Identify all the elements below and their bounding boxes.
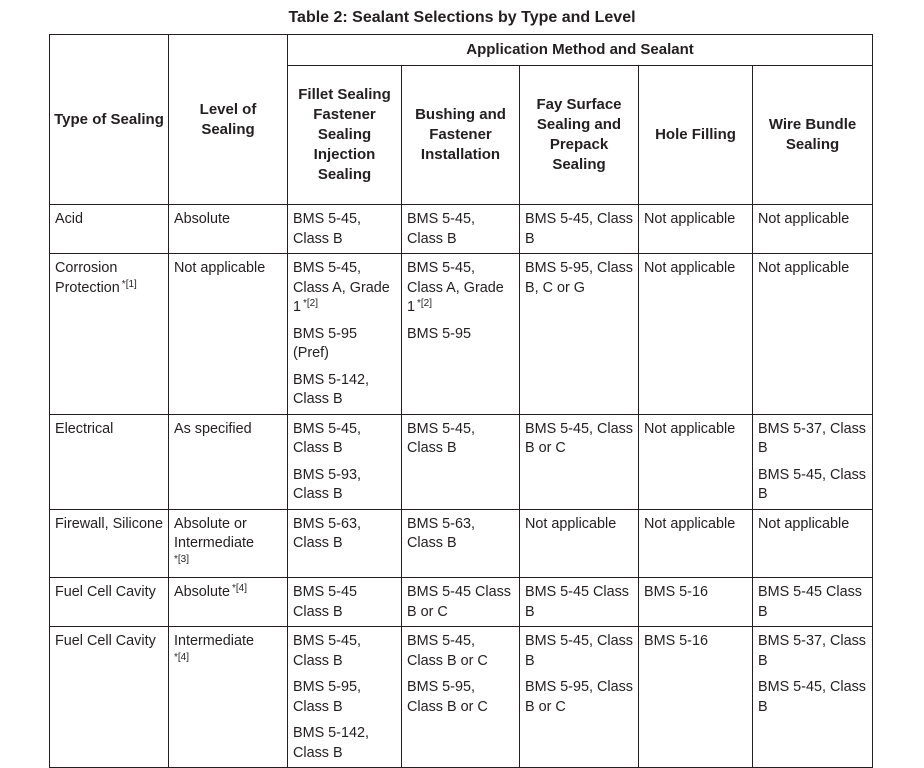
sealant-entry: BMS 5-45, Class B [525,633,633,669]
bushing-cell [402,509,520,578]
sealant-entry: BMS 5-45, Class A, Grade 1 $^{*[2]}$ [407,260,504,315]
sealant-entry: BMS 5-45, Class B [293,211,361,247]
table-row [50,254,873,415]
header-application-method: Application Method and Sealant [288,35,873,66]
fay-cell [520,578,639,627]
hole-cell [639,205,753,254]
footnote-ref: *[4] [174,651,190,663]
level-text: Absolute [174,584,231,600]
fillet-cell [288,578,402,627]
sealant-entry: BMS 5-37, Class B [758,633,866,669]
sealant-entry: Not applicable [644,211,736,227]
wire-cell [753,254,873,415]
hole-cell [639,254,753,415]
sealant-entry: BMS 5-95, Class B or C [525,679,633,715]
bushing-cell [402,414,520,509]
sealant-entry: Not applicable [758,260,850,276]
hole-cell [639,509,753,578]
footnote-ref: *[1] [121,278,137,290]
level-cell [169,578,288,627]
level-cell [169,414,288,509]
table-row [50,627,873,768]
footnote-ref: *[4] [232,583,248,594]
table-row [50,578,873,627]
sealant-selection-table [49,34,873,768]
level-text: Not applicable [174,260,266,276]
sealant-entry: BMS 5-45 Class B [525,584,629,620]
fay-cell [520,509,639,578]
sealant-entry: BMS 5-45, Class B [293,633,361,669]
type-text: Fuel Cell Cavity [55,633,156,649]
type-cell [50,578,169,627]
fillet-cell [288,205,402,254]
wire-cell [753,509,873,578]
level-cell [169,627,288,768]
sealant-entry: BMS 5-95 (Pref) [293,325,357,361]
sealant-entry: BMS 5-45, Class B [758,466,866,502]
fillet-cell [288,509,402,578]
type-cell [50,254,169,415]
type-text: Corrosion Protection [55,260,120,296]
level-text: Intermediate [174,633,254,649]
sealant-entry: BMS 5-16 [644,633,708,649]
header-type-of-sealing: Type of Sealing [50,35,169,205]
sealant-entry: BMS 5-45, Class B [525,211,633,247]
sealant-entry: BMS 5-45, Class A, Grade 1 $^{*[2]}$ [293,260,390,315]
sealant-entry: Not applicable [758,211,850,227]
sealant-entry: Not applicable [644,420,736,437]
sealant-entry: BMS 5-93, Class B [293,466,361,502]
sealant-entry: BMS 5-16 [644,584,708,600]
fay-cell [520,254,639,415]
type-cell [50,509,169,578]
sealant-entry: BMS 5-95, Class B or C [407,679,488,715]
bushing-cell [402,627,520,768]
fay-cell [520,627,639,768]
hole-cell [639,578,753,627]
table-row [50,205,873,254]
type-text: Fuel Cell Cavity [55,584,156,600]
sealant-entry: BMS 5-95 [407,325,471,342]
type-text: Firewall, Silicone [55,515,163,532]
footnote-ref: *[3] [174,553,190,565]
header-hole-filling: Hole Filling [639,66,753,205]
sealant-entry: BMS 5-45, Class B or C [525,420,633,456]
footnote-ref: *[2] [303,298,319,309]
sealant-entry: BMS 5-63, Class B [407,515,475,551]
type-cell [50,627,169,768]
sealant-entry: BMS 5-45, Class B [407,420,475,456]
type-text: Electrical [55,420,114,437]
sealant-entry: BMS 5-142, Class B [293,371,369,407]
table-row [50,509,873,578]
sealant-entry: BMS 5-45 Class B or C [407,584,511,620]
sealant-entry: BMS 5-45, Class B [758,679,866,715]
fillet-cell [288,627,402,768]
type-cell [50,414,169,509]
type-text: Acid [55,211,83,227]
sealant-entry: Not applicable [525,515,617,532]
header-fillet-sealing: Fillet Sealing Fastener Sealing Injection Sealing [288,66,402,205]
sealant-entry: BMS 5-45 Class B [293,584,357,620]
level-cell [169,205,288,254]
wire-cell [753,578,873,627]
sealant-entry: Not applicable [644,260,736,276]
wire-cell [753,414,873,509]
level-cell [169,509,288,578]
fillet-cell [288,254,402,415]
sealant-entry: BMS 5-63, Class B [293,515,361,551]
sealant-entry: BMS 5-37, Class B [758,420,866,456]
fay-cell [520,205,639,254]
wire-cell [753,627,873,768]
level-text: Absolute or Intermediate [174,515,254,551]
bushing-cell [402,578,520,627]
sealant-entry: BMS 5-45 Class B [758,584,862,620]
hole-cell [639,414,753,509]
sealant-entry: BMS 5-142, Class B [293,725,369,761]
sealant-entry: BMS 5-45, Class B [407,211,475,247]
level-text: As specified [174,420,252,437]
header-bushing-installation: Bushing and Fastener Installation [402,66,520,205]
level-cell [169,254,288,415]
table-caption: Table 2: Sealant Selections by Type and Level [288,9,636,26]
header-level-of-sealing: Level of Sealing [169,35,288,205]
sealant-entry: BMS 5-45, Class B or C [407,633,488,669]
sealant-entry: BMS 5-95, Class B, C or G [525,260,633,296]
fay-cell [520,414,639,509]
table-row [50,414,873,509]
wire-cell [753,205,873,254]
bushing-cell [402,205,520,254]
bushing-cell [402,254,520,415]
sealant-entry: Not applicable [644,515,736,532]
header-wire-bundle-sealing: Wire Bundle Sealing [753,66,873,205]
hole-cell [639,627,753,768]
sealant-entry: Not applicable [758,515,850,532]
sealant-entry: BMS 5-45, Class B [293,420,361,456]
footnote-ref: *[2] [417,298,433,309]
level-text: Absolute [174,211,231,227]
sealant-entry: BMS 5-95, Class B [293,679,361,715]
header-fay-surface-sealing: Fay Surface Sealing and Prepack Sealing [520,66,639,205]
type-cell [50,205,169,254]
fillet-cell [288,414,402,509]
